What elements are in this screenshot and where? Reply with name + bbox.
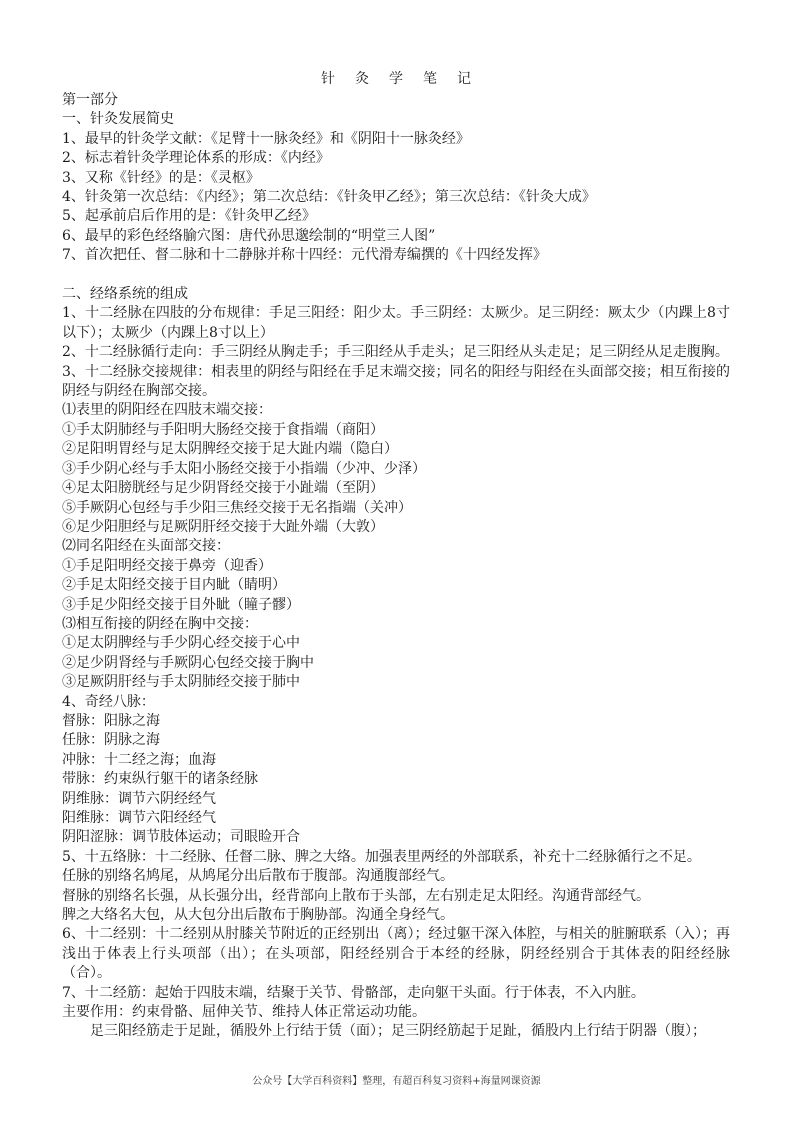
document-title: 针灸学笔记 [321, 71, 491, 87]
paragraph: 1、十二经脉在四肢的分布规律：手足三阳经：阳少太。手三阴经：太厥少。足三阴经：厥太少（内踝上8寸以下）；太厥少（内踝上8寸以上） [62, 305, 730, 341]
subsection-heading: 4、奇经八脉： [62, 693, 155, 710]
list-item: ①足太阴脾经与手少阴心经交接于心中 [62, 635, 300, 652]
subsection-heading: ⑶相互衔接的阴经在胸中交接： [62, 615, 258, 632]
section-heading: 一、针灸发展简史 [62, 111, 174, 128]
list-item: 阴阳涩脉：调节肢体运动；司眼睑开合 [62, 829, 300, 846]
list-item: 6、最早的彩色经络腧穴图：唐代孙思邈绘制的“明堂三人图” [62, 227, 436, 244]
list-item: ①手足阳明经交接于鼻旁（迎香） [62, 557, 272, 574]
list-item: ⑥足少阳胆经与足厥阴肝经交接于大趾外端（大敦） [62, 518, 384, 535]
list-item: 2、标志着针灸学理论体系的形成：《内经》 [62, 150, 330, 167]
paragraph: 主要作用：约束骨骼、屈伸关节、维持人体正常运动功能。 [62, 1004, 426, 1021]
paragraph: 3、十二经脉交接规律：相表里的阴经与阳经在手足末端交接；同名的阳经与阳经在头面部交接；相互衔接的阴经与阴经在胸部交接。 [62, 363, 730, 400]
paragraph: 7、十二经筋：起始于四肢末端，结聚于关节、骨骼部，走向躯干头面。行于体表，不入内脏。 [62, 984, 645, 1001]
list-item: ③足厥阴肝经与手太阴肺经交接于肺中 [62, 674, 300, 691]
spacer [62, 266, 730, 285]
list-item: 3、又称《针经》的是：《灵枢》 [62, 169, 260, 186]
list-item: 7、首次把任、督二脉和十二静脉并称十四经：元代滑寿编撰的《十四经发挥》 [62, 247, 547, 264]
subsection-heading: ⑵同名阳经在头面部交接： [62, 538, 230, 555]
list-item: ④足太阳膀胱经与足少阴肾经交接于小趾端（至阴） [62, 480, 384, 497]
list-item: 阴维脉：调节六阴经经气 [62, 790, 216, 807]
section-heading: 二、经络系统的组成 [62, 286, 188, 303]
paragraph: 5、十五络脉：十二经脉、任督二脉、脾之大络。加强表里两经的外部联系，补充十二经脉循行之不足。 [62, 848, 701, 865]
list-item: 5、起承前启后作用的是：《针灸甲乙经》 [62, 208, 316, 225]
paragraph: 任脉的别络名鸠尾，从鸠尾分出后散布于腹部。沟通腹部经气。 [62, 868, 454, 885]
paragraph: 足三阳经筋走于足趾，循股外上行结于赁（面）；足三阴经筋起于足趾，循股内上行结于阴器（腹）； [90, 1023, 706, 1040]
list-item: ①手太阴肺经与手阳明大肠经交接于食指端（商阳） [62, 421, 384, 438]
paragraph: 脾之大络名大包，从大包分出后散布于胸胁部。沟通全身经气。 [62, 907, 454, 924]
list-item: ③手足少阳经交接于目外眦（瞳子髎） [62, 596, 300, 613]
list-item: ⑤手厥阴心包经与手少阳三焦经交接于无名指端（关冲） [62, 499, 412, 516]
list-item: ②足少阴肾经与手厥阴心包经交接于胸中 [62, 654, 314, 671]
footer-note: 公众号【大学百科资料】整理，有超百科复习资料+海量网课资源 [252, 1076, 541, 1087]
paragraph: 督脉的别络名长强，从长强分出，经背部向上散布于头部，左右别走足太阳经。沟通背部经气。 [62, 887, 650, 904]
list-item: 1、最早的针灸学文献：《足臂十一脉灸经》和《阴阳十一脉灸经》 [62, 130, 470, 147]
list-item: ②手足太阳经交接于目内眦（睛明） [62, 577, 286, 594]
list-item: 阳维脉：调节六阳经经气 [62, 810, 216, 827]
document-page [62, 70, 730, 1042]
list-item: 督脉：阳脉之海 [62, 712, 160, 729]
paragraph: 2、十二经脉循行走向：手三阴经从胸走手；手三阳经从手走头；足三阳经从头走足；足三阴经从足走腹胸。 [62, 344, 729, 361]
part-heading: 第一部分 [62, 92, 118, 108]
list-item: 冲脉：十二经之海；血海 [62, 751, 216, 768]
paragraph: 6、十二经别：十二经别从肘膝关节附近的正经别出（离）；经过躯干深入体腔，与相关的脏腑联系（入）；再浅出于体表上行头项部（出）；在头项部，阳经经别合于本经的经脉，阴经经别合于其体表的阳经经脉（合）。 [62, 926, 730, 982]
list-item: ②足阳明胃经与足太阴脾经交接于足大趾内端（隐白） [62, 441, 398, 458]
subsection-heading: ⑴表里的阴阳经在四肢末端交接： [62, 402, 272, 419]
list-item: ③手少阴心经与手太阳小肠经交接于小指端（少冲、少泽） [62, 460, 426, 477]
list-item: 任脉：阴脉之海 [62, 732, 160, 749]
list-item: 带脉：约束纵行躯干的诸条经脉 [62, 771, 258, 788]
list-item: 4、针灸第一次总结：《内经》；第二次总结：《针灸甲乙经》；第三次总结：《针灸大成》 [62, 189, 596, 206]
